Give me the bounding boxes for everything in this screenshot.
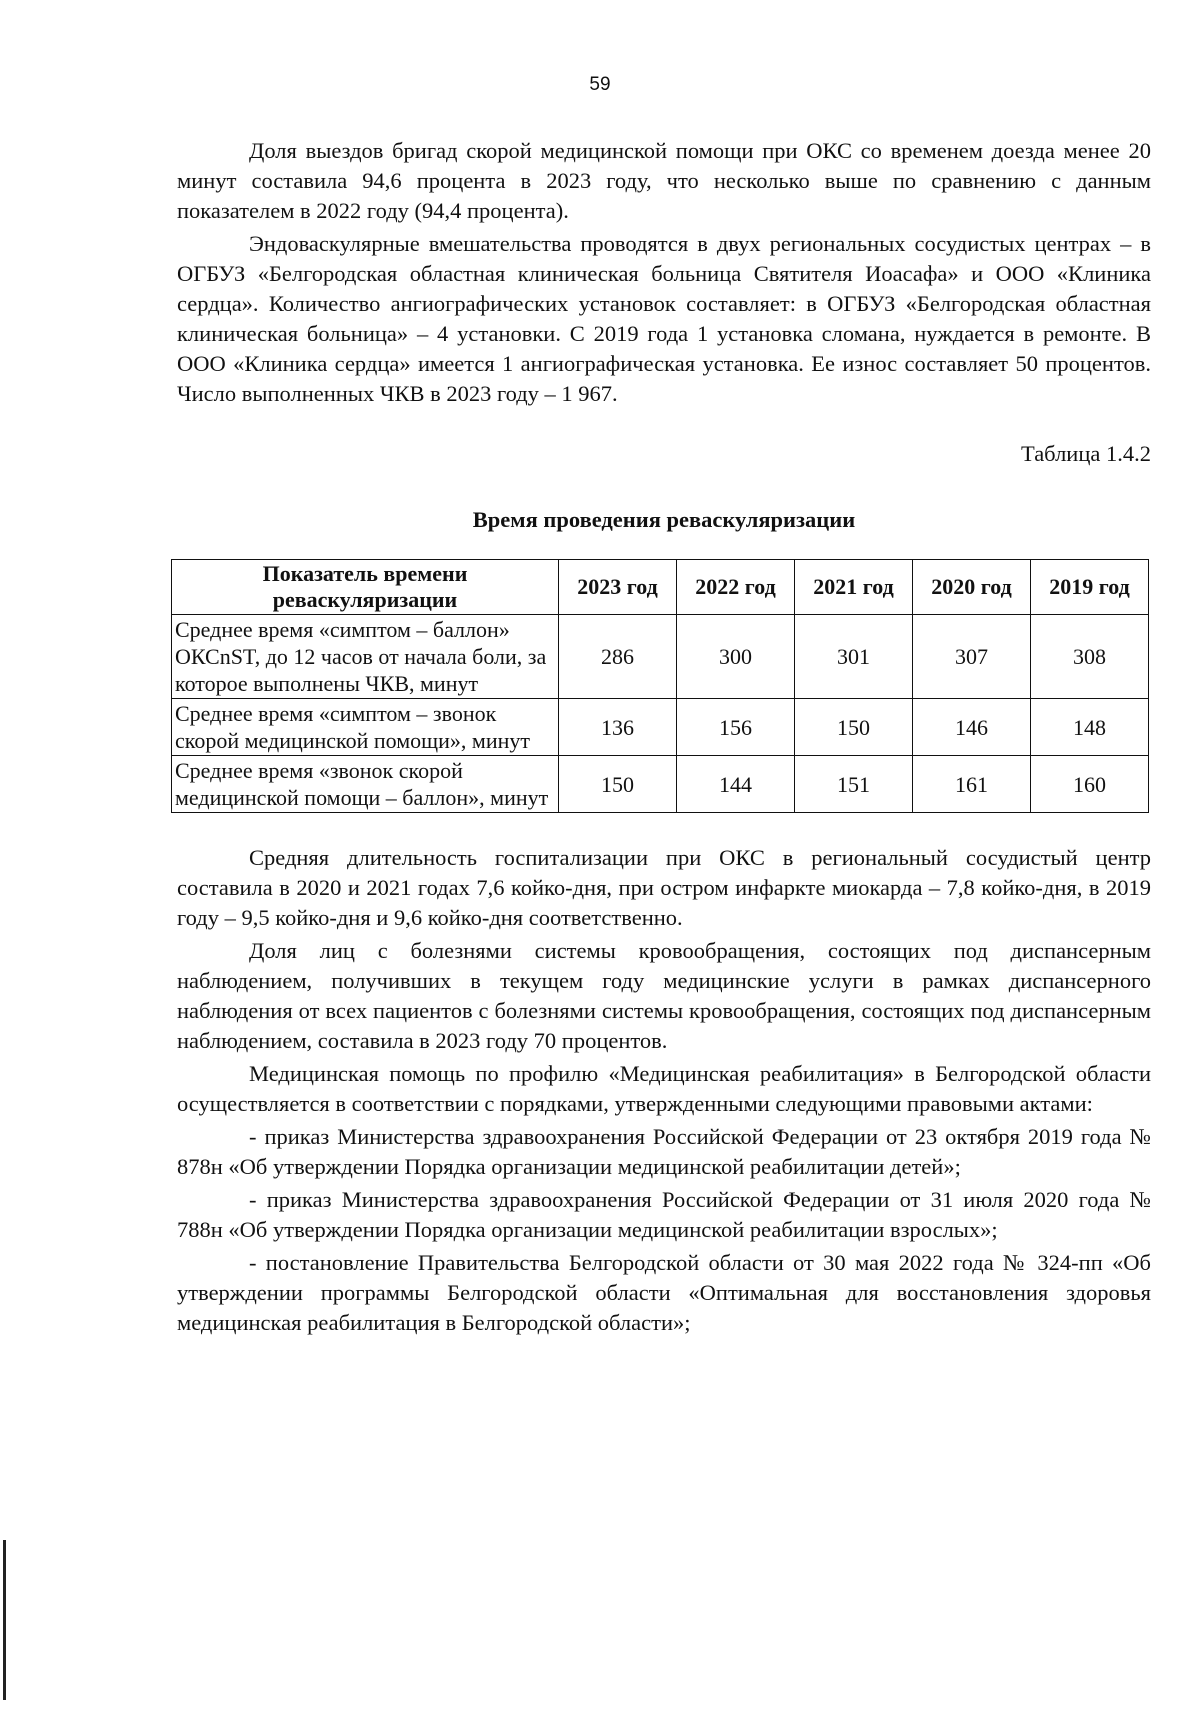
table-cell: 150 (559, 756, 677, 813)
table-header-row (172, 560, 1149, 615)
row-indicator: Среднее время «звонок скорой медицинской помощи – баллон», минут (172, 756, 559, 813)
revascularization-table (171, 559, 1149, 813)
list-item: - постановление Правительства Белгородской области от 30 мая 2022 года № 324-пп «Об утверждении программы Белгородской области «Оптимальная для восстановления здоровья медицинская реабилитация в Белгородской области»; (177, 1250, 1151, 1335)
table-cell: 161 (913, 756, 1031, 813)
table-cell: 146 (913, 699, 1031, 756)
column-header: 2022 год (677, 560, 795, 615)
paragraph: Средняя длительность госпитализации при ОКС в региональный сосудистый центр составила в 2020 и 2021 годах 7,6 койко-дня, при остром инфаркте миокарда – 7,8 койко-дня, в 2019 году – 9,5 койко-дня и 9,6 койко-дня соответственно. (177, 845, 1151, 930)
table-cell: 301 (795, 615, 913, 699)
table-row (172, 699, 1149, 756)
row-indicator: Среднее время «симптом – баллон» ОКСnST, до 12 часов от начала боли, за которое выполнены ЧКВ, минут (172, 615, 559, 699)
table-row (172, 756, 1149, 813)
paragraph: Эндоваскулярные вмешательства проводятся в двух региональных сосудистых центрах – в ОГБУЗ «Белгородская областная клиническая больница Святителя Иоасафа» и ООО «Клиника сердца». Количество ангиографических установок составляет: в ОГБУЗ «Белгородская областная клиническая больница» – 4 установки. С 2019 года 1 установка сломана, нуждается в ремонте. В ООО «Клиника сердца» имеется 1 ангиографическая установка. Ее износ составляет 50 процентов. Число выполненных ЧКВ в 2023 году – 1 967. (177, 231, 1151, 406)
table-cell: 136 (559, 699, 677, 756)
paragraph: Доля выездов бригад скорой медицинской помощи при ОКС со временем доезда менее 20 минут составила 94,6 процента в 2023 году, что несколько выше по сравнению с данным показателем в 2022 году (94,4 процента). (177, 138, 1151, 223)
table-row (172, 615, 1149, 699)
column-header: 2021 год (795, 560, 913, 615)
table-label: Таблица 1.4.2 (1021, 441, 1151, 466)
column-header: 2019 год (1031, 560, 1149, 615)
scan-edge-mark (3, 1540, 6, 1700)
page-number: 59 (589, 74, 611, 95)
paragraph: Доля лиц с болезнями системы кровообращения, состоящих под диспансерным наблюдением, получивших в текущем году медицинские услуги в рамках диспансерного наблюдения от всех пациентов с болезнями системы кровообращения, состоящих под диспансерным наблюдением, составила в 2023 году 70 процентов. (177, 938, 1151, 1053)
page-content (177, 136, 1151, 1338)
column-header: 2020 год (913, 560, 1031, 615)
paragraph: Медицинская помощь по профилю «Медицинская реабилитация» в Белгородской области осуществляется в соответствии с порядками, утвержденными следующими правовыми актами: (177, 1061, 1151, 1116)
table-cell: 308 (1031, 615, 1149, 699)
table-cell: 286 (559, 615, 677, 699)
column-header: Показатель времени реваскуляризации (172, 560, 559, 615)
list-item: - приказ Министерства здравоохранения Российской Федерации от 31 июля 2020 года № 788н «Об утверждении Порядка организации медицинской реабилитации взрослых»; (177, 1187, 1151, 1242)
row-indicator: Среднее время «симптом – звонок скорой медицинской помощи», минут (172, 699, 559, 756)
table-cell: 151 (795, 756, 913, 813)
table-cell: 160 (1031, 756, 1149, 813)
table-cell: 150 (795, 699, 913, 756)
column-header: 2023 год (559, 560, 677, 615)
table-cell: 148 (1031, 699, 1149, 756)
table-cell: 144 (677, 756, 795, 813)
table-title: Время проведения реваскуляризации (472, 507, 856, 532)
table-cell: 300 (677, 615, 795, 699)
table-cell: 307 (913, 615, 1031, 699)
list-item: - приказ Министерства здравоохранения Российской Федерации от 23 октября 2019 года № 878н «Об утверждении Порядка организации медицинской реабилитации детей»; (177, 1124, 1151, 1179)
table-cell: 156 (677, 699, 795, 756)
